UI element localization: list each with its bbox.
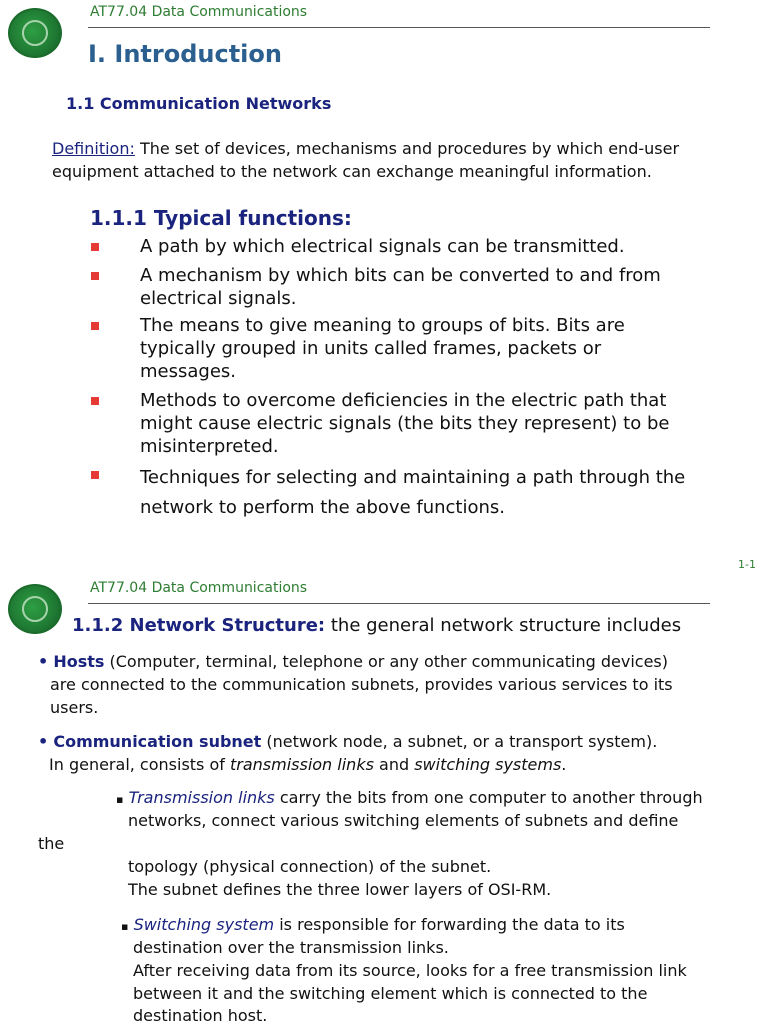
definition-text-2: equipment attached to the network can exchange meaningful information.: [52, 162, 652, 181]
subnet-paragraph: [38, 730, 657, 776]
subnet-text-2b: transmission links: [229, 755, 374, 774]
square-bullet-icon: ▪: [116, 793, 124, 806]
switching-system-text-3: After receiving data from its source, looks for a free transmission link: [133, 961, 687, 980]
bullet-icon: [91, 243, 99, 251]
switching-system-text-2: destination over the transmission links.: [133, 938, 449, 957]
course-title: AT77.04 Data Communications: [90, 4, 308, 20]
definition-paragraph: [52, 137, 752, 183]
bullet-icon: [91, 272, 99, 280]
subnet-text-2c: and: [373, 755, 415, 774]
function-item-3: The means to give meaning to groups of bits. Bits are typically grouped in units called frames, packets or messages.: [140, 315, 625, 382]
transmission-links-text-1: carry the bits from one computer to another through: [274, 788, 703, 807]
hosts-label: Hosts: [53, 652, 105, 671]
subnet-text-2d: switching systems: [414, 755, 562, 774]
bullet-icon: [91, 322, 99, 330]
hosts-paragraph: [38, 650, 673, 719]
header-rule: [88, 603, 710, 604]
square-bullet-icon: ▪: [121, 920, 129, 933]
transmission-links-text-4: topology (physical connection) of the subnet.: [128, 857, 492, 876]
institute-logo: [8, 8, 62, 58]
subnet-text-2e: .: [561, 755, 567, 774]
function-item-2: A mechanism by which bits can be converted to and from electrical signals.: [140, 265, 661, 309]
subnet-text-2a: In general, consists of: [49, 755, 230, 774]
network-structure-text: the general network structure includes: [325, 615, 682, 636]
hosts-text-2: are connected to the communication subnets, provides various services to its: [50, 675, 673, 694]
section-heading: 1.1 Communication Networks: [66, 94, 332, 113]
slide-title: I. Introduction: [88, 40, 282, 68]
transmission-links-line-1: [116, 786, 703, 811]
function-item-1: A path by which electrical signals can be transmitted.: [140, 236, 625, 257]
switching-system-label: Switching system: [133, 915, 275, 934]
definition-text-1: The set of devices, mechanisms and procedures by which end-user: [134, 139, 680, 158]
transmission-links-text-5: The subnet defines the three lower layers of OSI-RM.: [128, 880, 552, 899]
definition-label: Definition:: [52, 139, 135, 158]
header-rule: [88, 27, 710, 28]
transmission-links-label: Transmission links: [128, 788, 275, 807]
switching-system-line-1: [121, 913, 625, 938]
transmission-links-text-2: networks, connect various switching elements of subnets and define: [128, 811, 679, 830]
subnet-bullet-icon: •: [38, 732, 49, 751]
bullet-icon: [91, 397, 99, 405]
bullet-icon: [91, 471, 99, 479]
transmission-links-text-3: the: [38, 834, 65, 853]
page-number: 1-1: [738, 558, 756, 571]
institute-logo: [8, 584, 62, 634]
network-structure-heading: [72, 615, 681, 636]
function-item-4: Methods to overcome deficiencies in the electric path that might cause electric signals (the bits they represent) to be misinterpreted.: [140, 390, 670, 457]
functions-heading: 1.1.1 Typical functions:: [90, 206, 352, 230]
course-title: AT77.04 Data Communications: [90, 580, 308, 596]
hosts-bullet-icon: •: [38, 652, 49, 671]
subnet-label: Communication subnet: [53, 732, 262, 751]
switching-system-text-5: destination host.: [133, 1006, 268, 1025]
function-item-5: Techniques for selecting and maintaining a path through the network to perform the above functions.: [140, 467, 686, 518]
hosts-text-3: users.: [50, 698, 99, 717]
switching-system-text-1: is responsible for forwarding the data to its: [274, 915, 625, 934]
subnet-text-1: (network node, a subnet, or a transport system).: [261, 732, 658, 751]
switching-system-text-4: between it and the switching element which is connected to the: [133, 984, 648, 1003]
network-structure-label: 1.1.2 Network Structure:: [72, 615, 326, 636]
hosts-text-1: (Computer, terminal, telephone or any other communicating devices): [104, 652, 668, 671]
